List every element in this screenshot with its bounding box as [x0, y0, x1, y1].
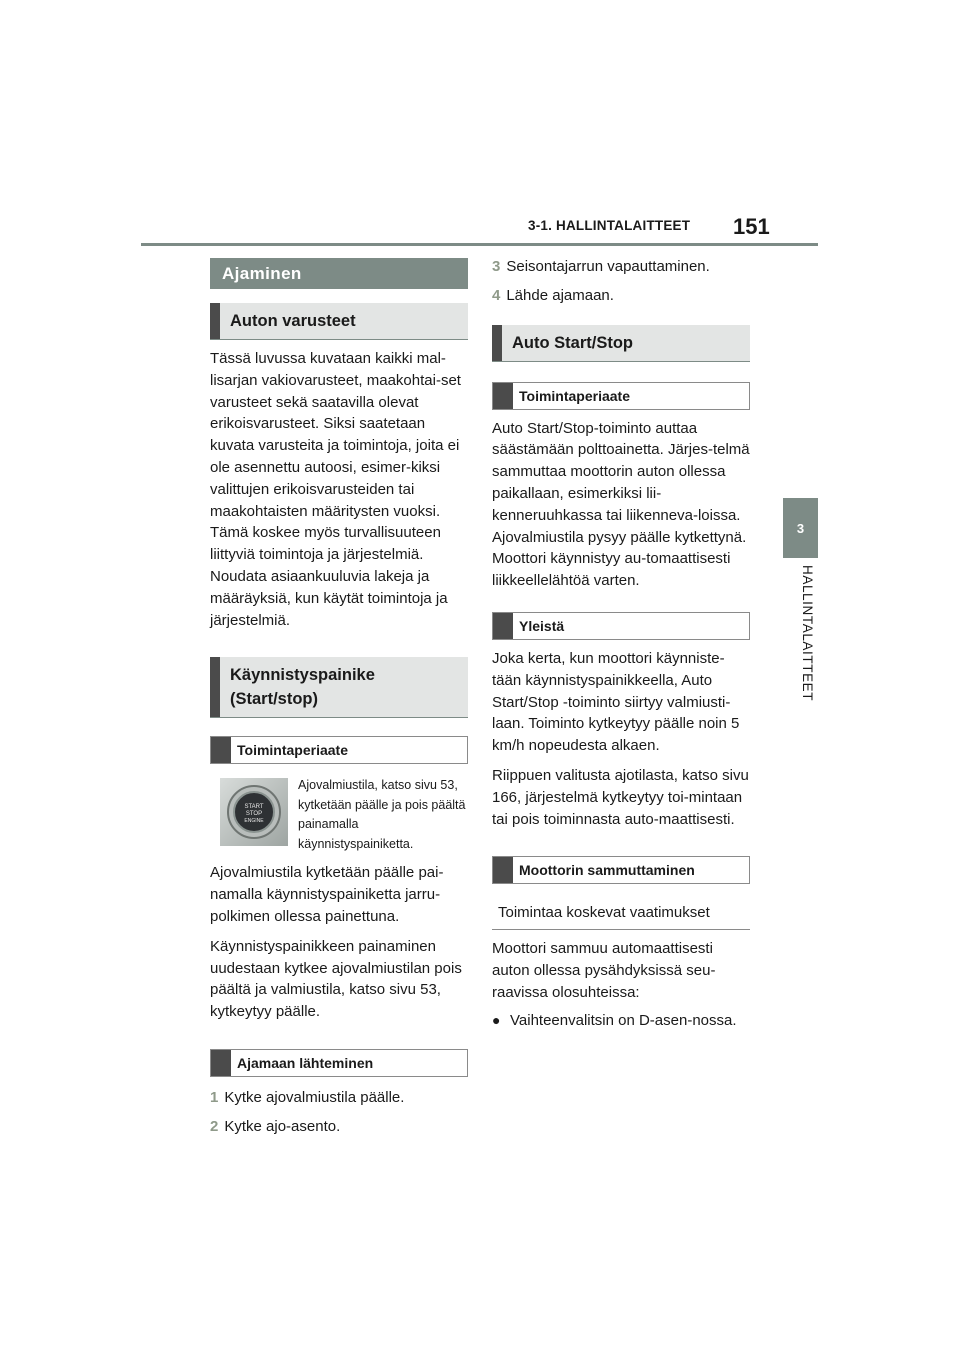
start-stop-button-image [220, 778, 288, 846]
column-left [210, 258, 468, 1145]
heading-auto-start-stop: Auto Start/Stop [492, 325, 750, 362]
heading-moottorin-sammuttaminen: Moottorin sammuttaminen [492, 856, 750, 884]
paragraph-auto-start-stop: Auto Start/Stop-toiminto auttaa säästämään polttoainetta. Järjes-telmä sammuttaa moottorin auton ollessa paikallaan, esimerkiksi lii-kenneruuhkassa tai liikenneva-loissa. Ajovalmiustila pysyy päälle kytkettynä. Moottori käynnistyy au-tomaattisesti liikkeellelähtöä varten. [492, 419, 750, 590]
chapter-label: HALLINTALAITTEET [800, 565, 815, 702]
heading-toimintaperiaate-2: Toimintaperiaate [492, 382, 750, 410]
heading-yleista: Yleistä [492, 612, 750, 640]
figure-caption: Ajovalmiustila, katso sivu 53, kytketään päälle ja pois päältä painamalla käynnistyspainiketta. [298, 778, 466, 851]
heading-kaynnistyspainike: Käynnistyspainike (Start/stop) [210, 657, 468, 718]
steps-list-1 [210, 1087, 468, 1138]
paragraph-riippuen: Riippuen valitusta ajotilasta, katso sivu 166, järjestelmä kytkeytyy toi-mintaan tai pois toiminnasta auto-maattisesti. [492, 766, 749, 828]
header-rule [141, 243, 818, 246]
paragraph-ajovalmiustila: Ajovalmiustila kytketään päälle pai-namalla käynnistyspainiketta jarru-polkimen ollessa painettuna. [210, 864, 444, 925]
button-text-start: START [244, 804, 264, 811]
paragraph-joka-kerta: Joka kerta, kun moottori käynniste-tään käynnistyspainikkeella, Auto Start/Stop -toiminto siirtyy valmiusti-laan. Toiminto kytkeytyy päälle noin 5 km/h nopeudesta alkaen. [492, 649, 740, 755]
start-button-figure [210, 776, 468, 854]
button-text-engine: ENGINE [244, 818, 264, 825]
steps-list-2 [492, 256, 750, 307]
heading-toimintaa-koskevat: Toimintaa koskevat vaatimukset [492, 898, 750, 930]
start-stop-icon [226, 784, 282, 840]
paragraph-kaynnistyspainikkeen: Käynnistyspainikkeen painaminen uudestaan kytkee ajovalmiustilan pois päältä ja valmiustila, katso sivu 53, kytkeytyy päälle. [210, 937, 462, 1021]
paragraph-moottori-sammuu: Moottori sammuu automaattisesti auton ollessa pysähdyksissä seu-raavissa olosuhteissa: [492, 940, 716, 1001]
heading-ajaminen: Ajaminen [210, 258, 468, 289]
heading-toimintaperiaate-1: Toimintaperiaate [210, 736, 468, 764]
page-number: 151 [733, 214, 770, 239]
heading-ajamaan-lahteminen: Ajamaan lähteminen [210, 1049, 468, 1077]
step-item: 3 Seisontajarrun vapauttaminen. [492, 258, 710, 275]
chapter-tab: 3 [783, 498, 818, 558]
step-item: 4 Lähde ajamaan. [492, 286, 614, 304]
bullet-item: ● Vaihteenvalitsin on D-asen-nossa. [492, 1010, 750, 1032]
step-item: 2 Kytke ajo-asento. [210, 1117, 341, 1135]
step-item: 1 Kytke ajovalmiustila päälle. [210, 1088, 405, 1106]
button-text-stop: STOP [245, 811, 263, 818]
intro-paragraph: Tässä luvussa kuvataan kaikki mal-lisarjan vakiovarusteet, maakohtai-set varusteet sekä saatavilla olevat erikoisvarusteet. Siksi saatetaan kuvata varusteita ja toimintoja, joita ei ole asennettu autoosi, esimer-kiksi valittujen erikoisvarusteiden tai maakohtaisten määritysten vuoksi. Tämä koskee myös turvallisuuteen liittyviä toimintoja ja järjestelmiä. Noudata asiaankuuluvia lakeja ja määräyksiä, kun käytät toimintoja ja järjestelmiä. [210, 350, 461, 629]
bullet-dot-icon: ● [492, 1011, 501, 1028]
section-title: 3-1. HALLINTALAITTEET [528, 218, 691, 233]
heading-auton-varusteet: Auton varusteet [210, 303, 468, 340]
column-right [492, 256, 750, 1032]
